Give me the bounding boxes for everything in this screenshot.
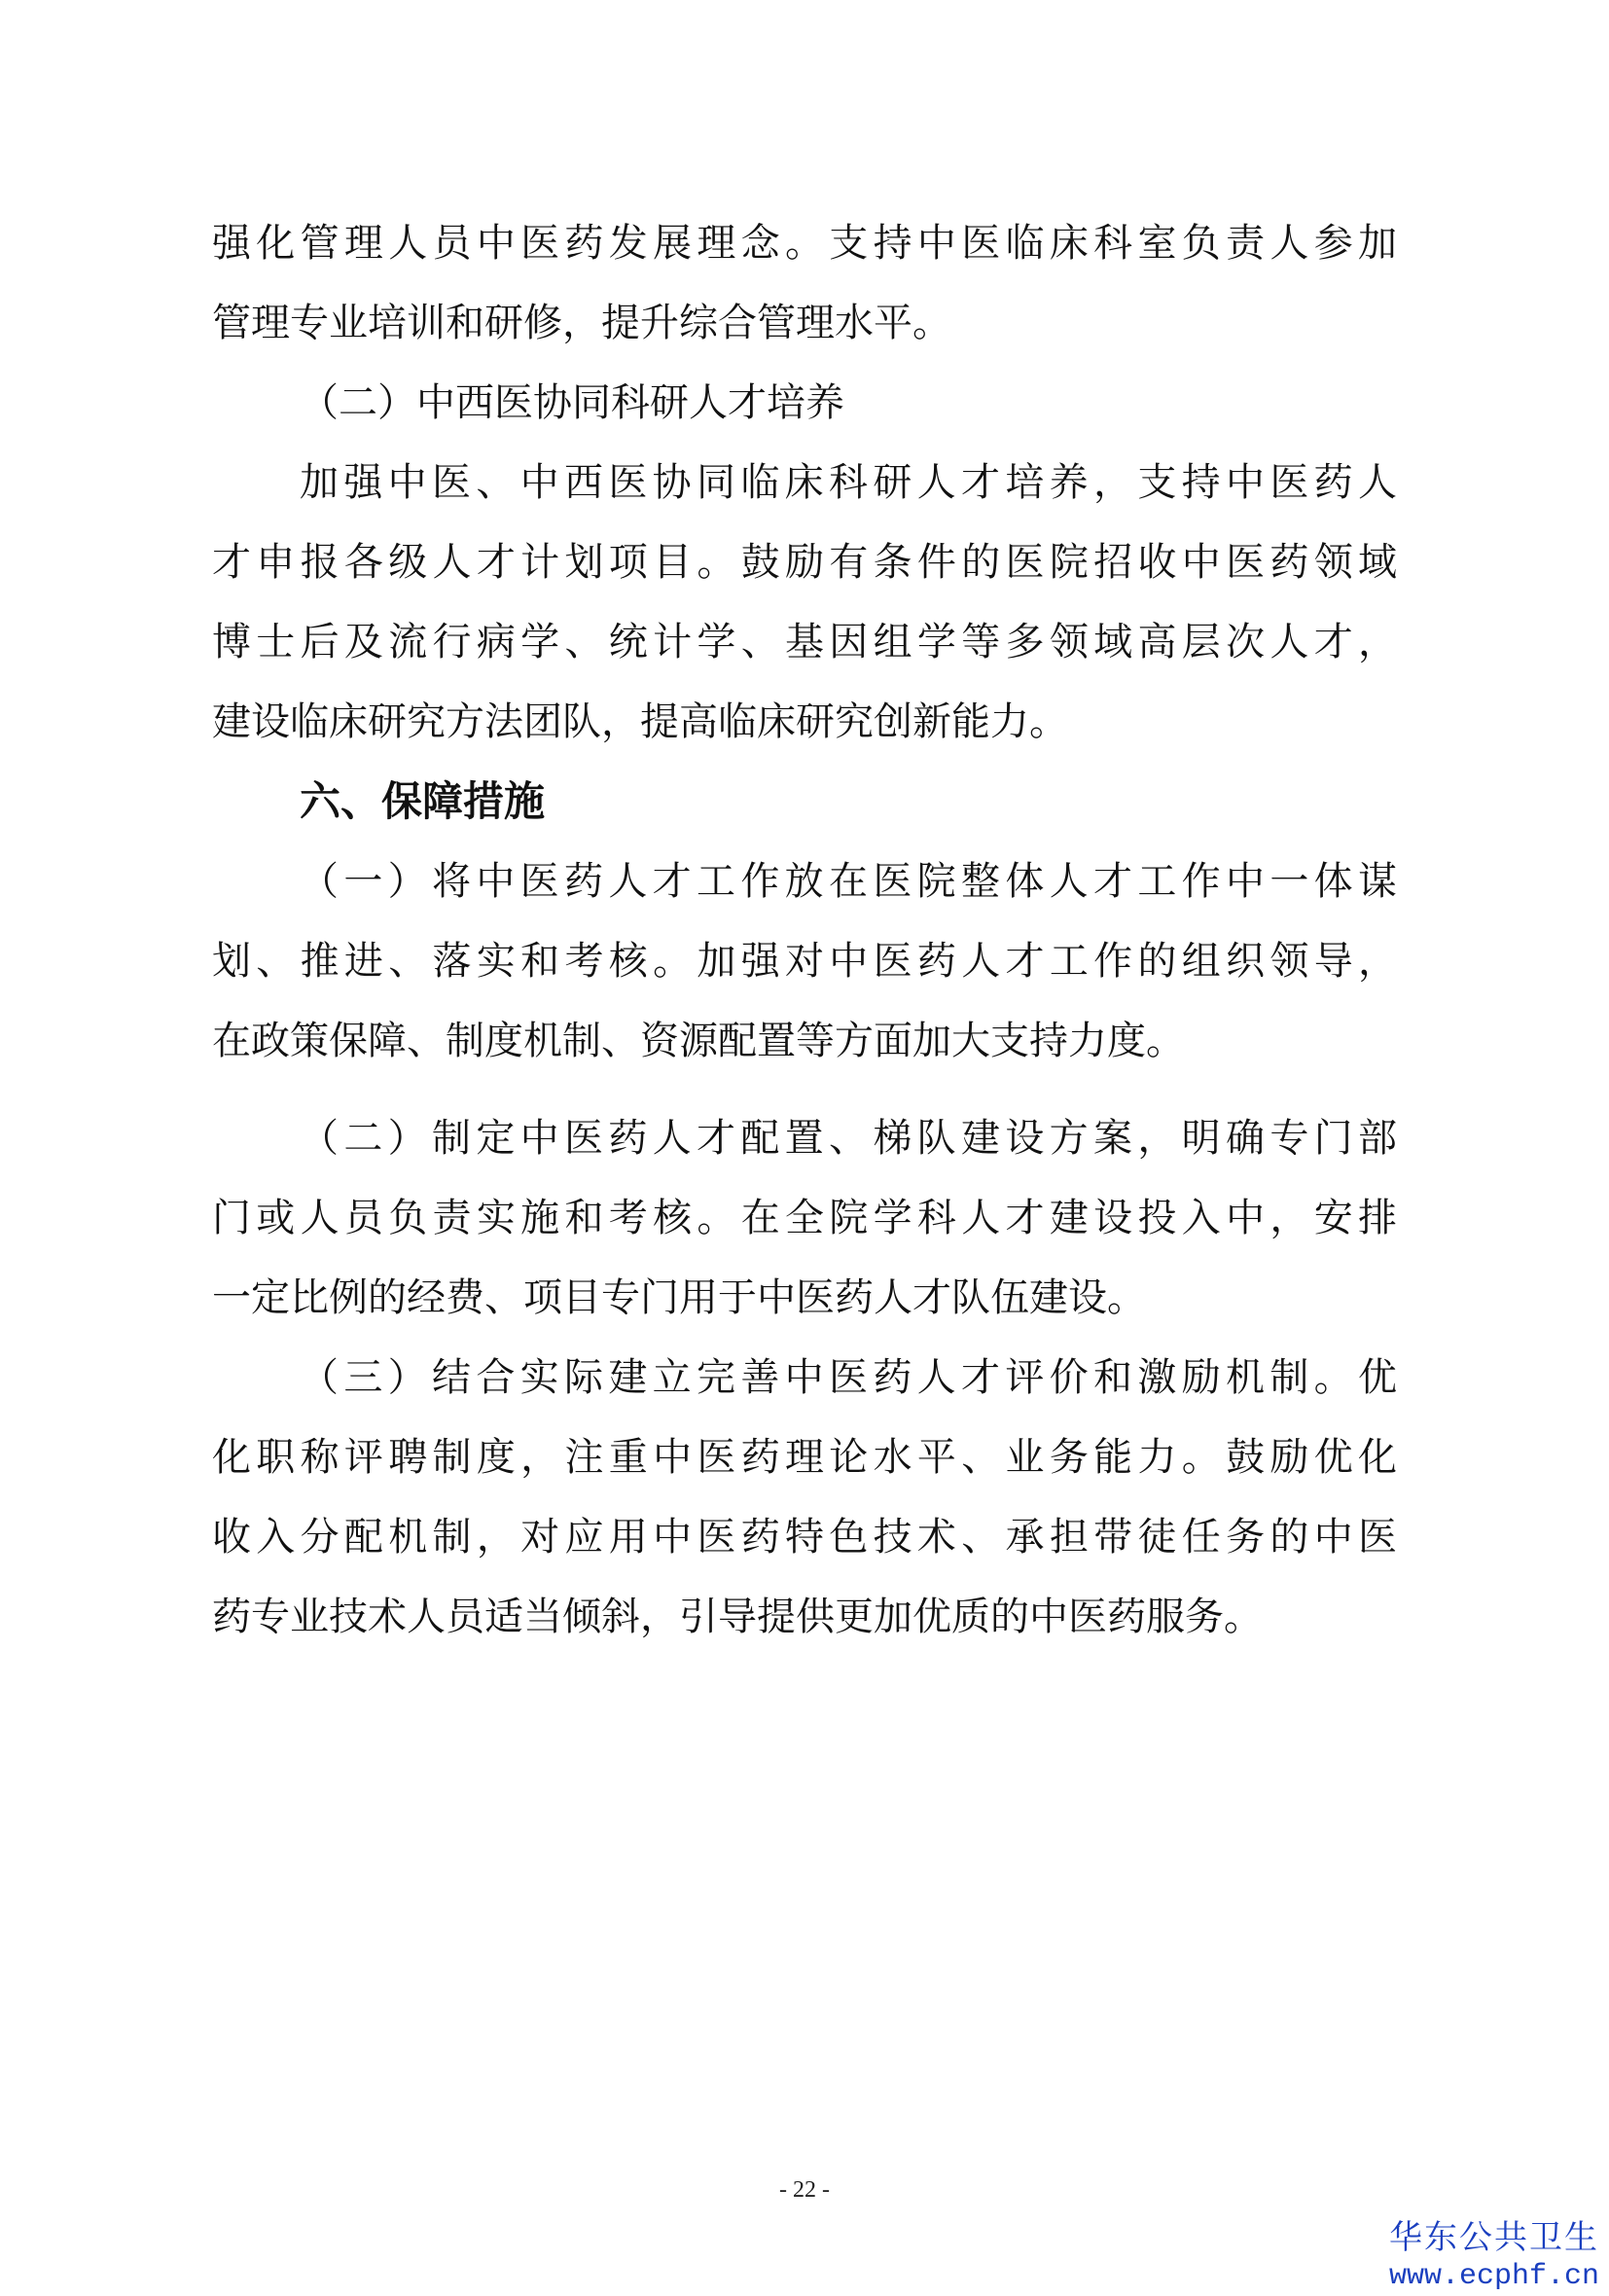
text-line: 才申报各级人才计划项目。鼓励有条件的医院招收中医药领域 (212, 540, 1397, 585)
text-line: 博士后及流行病学、统计学、基因组学等多领域高层次人才， (212, 620, 1397, 664)
text-line: 加强中医、中西医协同临床科研人才培养，支持中医药人 (300, 460, 1397, 505)
text-line: 管理专业培训和研修，提升综合管理水平。 (212, 301, 951, 345)
watermark (1389, 2218, 1599, 2296)
text-line: 划、推进、落实和考核。加强对中医药人才工作的组织领导， (212, 939, 1397, 984)
text-line: （三）结合实际建立完善中医药人才评价和激励机制。优 (300, 1355, 1397, 1400)
watermark-url[interactable]: www.ecphf.cn (1388, 2260, 1599, 2293)
text-line: 一定比例的经费、项目专门用于中医药人才队伍建设。 (212, 1275, 1146, 1320)
text-line: 建设临床研究方法团队，提高临床研究创新能力。 (212, 700, 1068, 744)
text-line: （二）制定中医药人才配置、梯队建设方案，明确专门部 (300, 1116, 1397, 1161)
text-line: 在政策保障、制度机制、资源配置等方面加大支持力度。 (212, 1019, 1185, 1063)
text-line: 化职称评聘制度，注重中医药理论水平、业务能力。鼓励优化 (212, 1435, 1397, 1480)
section-subheading: （二）中西医协同科研人才培养 (300, 380, 844, 425)
text-line: （一）将中医药人才工作放在医院整体人才工作中一体谋 (300, 859, 1397, 904)
section-heading: 六、保障措施 (300, 777, 546, 825)
page-number: - 22 - (779, 2177, 830, 2203)
text-line: 强化管理人员中医药发展理念。支持中医临床科室负责人参加 (212, 221, 1397, 266)
text-line: 药专业技术人员适当倾斜，引导提供更加优质的中医药服务。 (212, 1595, 1263, 1639)
watermark-name: 华东公共卫生 (1388, 2218, 1599, 2257)
text-line: 门或人员负责实施和考核。在全院学科人才建设投入中，安排 (212, 1196, 1397, 1240)
text-line: 收入分配机制，对应用中医药特色技术、承担带徒任务的中医 (212, 1515, 1397, 1560)
